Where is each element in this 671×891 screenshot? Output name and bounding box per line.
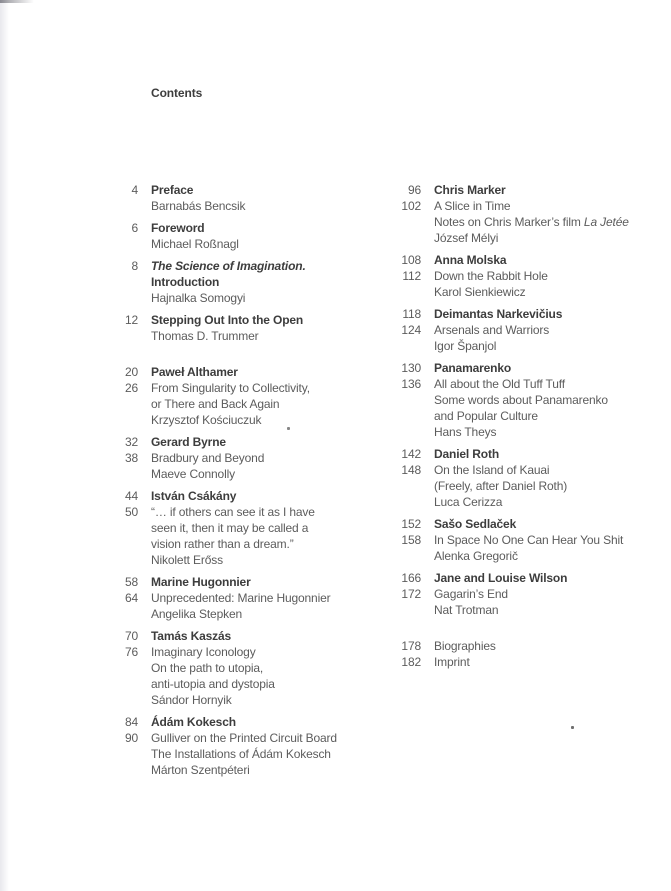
toc-row — [383, 322, 629, 338]
toc-entry-text: József Mélyi — [434, 231, 499, 245]
toc-row — [100, 380, 337, 396]
toc-entry-text: Tamás Kaszás — [151, 629, 232, 643]
toc-row — [383, 654, 629, 670]
toc-row — [100, 552, 337, 568]
toc-row — [383, 424, 629, 440]
toc-row — [383, 338, 629, 354]
toc-entry-text: Hans Theys — [434, 425, 497, 439]
toc-row — [383, 252, 629, 268]
toc-block — [383, 516, 629, 564]
toc-row — [100, 274, 337, 290]
toc-entry-text: Introduction — [151, 275, 220, 289]
toc-page-number — [383, 548, 421, 564]
toc-entry-text: On the path to utopia, — [151, 661, 264, 675]
toc-entry-text: Chris Marker — [434, 183, 506, 197]
toc-entry-text: or There and Back Again — [151, 397, 280, 411]
toc-page-number: 166 — [401, 571, 421, 585]
toc-block — [383, 638, 629, 670]
toc-page-number: 178 — [401, 639, 421, 653]
toc-page-number — [100, 198, 138, 214]
toc-page-number — [100, 290, 138, 306]
toc-block — [100, 574, 337, 622]
toc-page-number — [100, 396, 138, 412]
toc-entry-text: Anna Molska — [434, 253, 507, 267]
toc-entry-text: On the Island of Kauai — [434, 463, 550, 477]
toc-entry-text: Arsenals and Warriors — [434, 323, 550, 337]
toc-page-number — [383, 478, 421, 494]
toc-row — [100, 714, 337, 730]
toc-row — [100, 412, 337, 428]
toc-page-number: 96 — [407, 183, 421, 197]
toc-page-number: 12 — [124, 313, 138, 327]
toc-block — [100, 258, 337, 306]
toc-page-number — [383, 494, 421, 510]
toc-row — [383, 306, 629, 322]
toc-row — [100, 466, 337, 482]
toc-row — [383, 638, 629, 654]
toc-row — [383, 392, 629, 408]
toc-block — [383, 360, 629, 440]
toc-page-number: 124 — [401, 323, 421, 337]
toc-entry-text: Ádám Kokesch — [151, 715, 236, 729]
toc-page-number — [100, 536, 138, 552]
toc-page-number — [100, 412, 138, 428]
toc-row — [100, 312, 337, 328]
toc-page-number — [100, 520, 138, 536]
toc-row — [383, 408, 629, 424]
toc-row — [383, 230, 629, 246]
toc-entry-text: Márton Szentpéteri — [151, 763, 250, 777]
toc-page-number — [100, 676, 138, 692]
toc-page-number: 38 — [124, 451, 138, 465]
toc-block — [100, 628, 337, 708]
toc-entry-text: Daniel Roth — [434, 447, 500, 461]
toc-entry-text: Jane and Louise Wilson — [434, 571, 568, 585]
toc-row — [100, 364, 337, 380]
toc-entry-text: All about the Old Tuff Tuff — [434, 377, 565, 391]
toc-entry-text: and Popular Culture — [434, 409, 538, 423]
toc-entry-text: Notes on Chris Marker’s film La Jetée — [434, 215, 629, 229]
toc-entry-text: (Freely, after Daniel Roth) — [434, 479, 568, 493]
toc-page-number — [100, 466, 138, 482]
toc-entry-text: Marine Hugonnier — [151, 575, 251, 589]
toc-page-number: 20 — [124, 365, 138, 379]
toc-row — [383, 586, 629, 602]
toc-row — [383, 532, 629, 548]
toc-entry-text: The Installations of Ádám Kokesch — [151, 747, 331, 761]
toc-page-number: 32 — [124, 435, 138, 449]
toc-page-number — [100, 660, 138, 676]
toc-entry-text: From Singularity to Collectivity, — [151, 381, 310, 395]
toc-block — [100, 714, 337, 778]
toc-entry-text: Luca Cerizza — [434, 495, 503, 509]
toc-page-number — [100, 692, 138, 708]
toc-page-number — [100, 746, 138, 762]
toc-row — [100, 434, 337, 450]
toc-row — [100, 520, 337, 536]
toc-row — [100, 396, 337, 412]
toc-row — [100, 574, 337, 590]
toc-row — [383, 548, 629, 564]
toc-page-number — [383, 424, 421, 440]
toc-block — [100, 220, 337, 252]
toc-entry-text: “… if others can see it as I have — [151, 505, 315, 519]
toc-page-number: 108 — [401, 253, 421, 267]
toc-row — [383, 268, 629, 284]
toc-row — [383, 494, 629, 510]
toc-entry-text: Imprint — [434, 655, 470, 669]
toc-entry-text: Karol Sienkiewicz — [434, 285, 526, 299]
toc-entry-text: Paweł Althamer — [151, 365, 238, 379]
toc-page-number — [100, 606, 138, 622]
toc-entry-text: Bradbury and Beyond — [151, 451, 265, 465]
toc-page-number: 102 — [401, 199, 421, 213]
toc-row — [383, 182, 629, 198]
toc-entry-text: Nikolett Erőss — [151, 553, 223, 567]
toc-page-number: 90 — [124, 731, 138, 745]
toc-block — [383, 306, 629, 354]
toc-entry-text: Gerard Byrne — [151, 435, 226, 449]
toc-page-number: 76 — [124, 645, 138, 659]
toc-page-number — [383, 392, 421, 408]
toc-row — [100, 328, 337, 344]
toc-entry-text: Michael Roßnagl — [151, 237, 239, 251]
toc-entry-text: Imaginary Iconology — [151, 645, 256, 659]
toc-entry-text: A Slice in Time — [434, 199, 511, 213]
toc-row — [100, 730, 337, 746]
toc-block — [383, 182, 629, 246]
toc-row — [100, 198, 337, 214]
toc-row — [100, 606, 337, 622]
toc-entry-text: Sándor Hornyik — [151, 693, 232, 707]
toc-entry-text: Biographies — [434, 639, 496, 653]
toc-row — [383, 214, 629, 230]
toc-block — [383, 570, 629, 618]
toc-row — [100, 590, 337, 606]
toc-block — [100, 488, 337, 568]
toc-page-number — [100, 274, 138, 290]
toc-block — [100, 434, 337, 482]
toc-page-number: 142 — [401, 447, 421, 461]
toc-entry-text: Deimantas Narkevičius — [434, 307, 563, 321]
toc-entry-text: vision rather than a dream.” — [151, 537, 294, 551]
toc-page-number — [100, 762, 138, 778]
toc-entry-text: Maeve Connolly — [151, 467, 235, 481]
toc-row — [383, 570, 629, 586]
toc-entry-text: Preface — [151, 183, 194, 197]
toc-page-number: 118 — [402, 307, 421, 321]
toc-page-number: 44 — [124, 489, 138, 503]
toc-page-number — [383, 408, 421, 424]
toc-row — [100, 450, 337, 466]
toc-block — [383, 252, 629, 300]
toc-page-number: 58 — [124, 575, 138, 589]
toc-row — [100, 488, 337, 504]
toc-page-number: 50 — [124, 505, 138, 519]
toc-row — [100, 536, 337, 552]
toc-row — [100, 220, 337, 236]
toc-page-number: 84 — [124, 715, 138, 729]
toc-entry-text: Gulliver on the Printed Circuit Board — [151, 731, 337, 745]
toc-page-number: 172 — [401, 587, 421, 601]
toc-page-number — [383, 602, 421, 618]
toc-page-number: 130 — [401, 361, 421, 375]
toc-page-number: 6 — [131, 221, 138, 235]
toc-page-number: 8 — [131, 259, 138, 273]
toc-block — [100, 182, 337, 214]
toc-row — [383, 602, 629, 618]
toc-page-number: 148 — [401, 463, 421, 477]
scan-artifact-speck — [287, 427, 290, 430]
toc-row — [100, 746, 337, 762]
toc-row — [100, 762, 337, 778]
toc-page-number — [100, 552, 138, 568]
toc-entry-text: István Csákány — [151, 489, 237, 503]
toc-entry-text: Gagarin’s End — [434, 587, 508, 601]
toc-entry-text: Foreword — [151, 221, 205, 235]
toc-row — [383, 360, 629, 376]
toc-entry-text: Krzysztof Kościuczuk — [151, 413, 262, 427]
toc-entry-text: Nat Trotman — [434, 603, 499, 617]
toc-column-right — [383, 182, 629, 676]
toc-row — [383, 284, 629, 300]
toc-row — [383, 462, 629, 478]
toc-entry-text: Unprecedented: Marine Hugonnier — [151, 591, 331, 605]
toc-block — [383, 446, 629, 510]
toc-page-number — [100, 328, 138, 344]
toc-row — [100, 182, 337, 198]
toc-row — [100, 644, 337, 660]
scan-corner-mark — [0, 0, 34, 3]
toc-page-number: 152 — [401, 517, 421, 531]
toc-entry-text: Down the Rabbit Hole — [434, 269, 548, 283]
toc-entry-text: Thomas D. Trummer — [151, 329, 259, 343]
toc-entry-text: Some words about Panamarenko — [434, 393, 608, 407]
toc-entry-text: Panamarenko — [434, 361, 512, 375]
toc-page-number — [383, 214, 421, 230]
toc-row — [383, 376, 629, 392]
toc-entry-text: The Science of Imagination. — [151, 259, 306, 273]
toc-row — [383, 446, 629, 462]
toc-entry-text: In Space No One Can Hear You Shit — [434, 533, 624, 547]
page-edge-shading — [0, 0, 9, 891]
toc-row — [100, 660, 337, 676]
toc-row — [100, 258, 337, 274]
toc-page-number — [383, 338, 421, 354]
toc-page-number: 182 — [401, 655, 421, 669]
toc-block — [100, 364, 337, 428]
toc-entry-text: seen it, then it may be called a — [151, 521, 309, 535]
toc-entry-text: Alenka Gregorič — [434, 549, 518, 563]
toc-row — [383, 198, 629, 214]
toc-row — [383, 478, 629, 494]
toc-entry-text: Stepping Out Into the Open — [151, 313, 304, 327]
toc-row — [100, 692, 337, 708]
toc-entry-text: Angelika Stepken — [151, 607, 242, 621]
toc-page-number: 4 — [131, 183, 138, 197]
toc-page-number: 158 — [401, 533, 421, 547]
toc-row — [100, 628, 337, 644]
toc-block — [100, 312, 337, 344]
scan-artifact-speck — [571, 726, 574, 729]
toc-page-number — [383, 230, 421, 246]
toc-page-number: 64 — [124, 591, 138, 605]
toc-entry-text: Hajnalka Somogyi — [151, 291, 246, 305]
toc-entry-text: Barnabás Bencsik — [151, 199, 246, 213]
toc-page-number — [100, 236, 138, 252]
toc-row — [100, 504, 337, 520]
toc-page-number: 112 — [402, 269, 421, 283]
toc-page-number: 136 — [401, 377, 421, 391]
toc-entry-text: Sašo Sedlaček — [434, 517, 517, 531]
toc-page-number: 70 — [124, 629, 138, 643]
toc-column-left — [100, 182, 337, 784]
toc-entry-text: Igor Španjol — [434, 339, 497, 353]
toc-page-number — [383, 284, 421, 300]
page-title: Contents — [151, 86, 203, 100]
toc-row — [100, 676, 337, 692]
toc-row — [383, 516, 629, 532]
toc-entry-text: anti-utopia and dystopia — [151, 677, 275, 691]
toc-page-number: 26 — [124, 381, 138, 395]
toc-row — [100, 290, 337, 306]
toc-row — [100, 236, 337, 252]
